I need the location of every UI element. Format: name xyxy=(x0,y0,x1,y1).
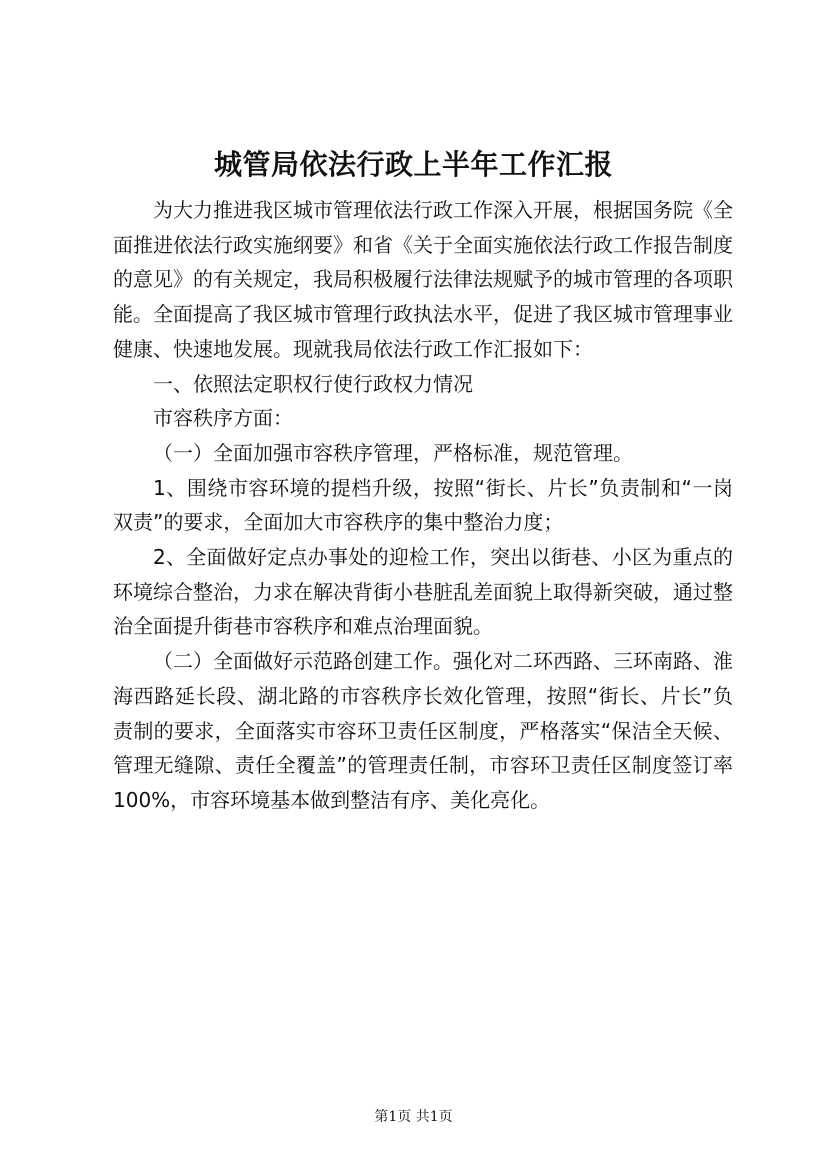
subsection-heading: 市容秩序方面： xyxy=(153,406,293,431)
paragraph-point-2: 2、全面做好定点办事处的迎检工作，突出以街巷、小区为重点的环境综合整治，力求在解决背街小巷脏乱差面貌上取得新突破，通过整治全面提升街巷市容秩序和难点治理面貌。 xyxy=(113,545,733,639)
paragraph-intro: 为大力推进我区城市管理依法行政工作深入开展，根据国务院《全面推进依法行政实施纲要》和省《关于全面实施依法行政工作报告制度的意见》的有关规定，我局积极履行法律法规赋予的城市管理的各项职能。全面提高了我区城市管理行政执法水平，促进了我区城市管理事业健康、快速地发展。现就我局依法行政工作汇报如下： xyxy=(113,198,733,361)
section-heading: 一、依照法定职权行使行政权力情况 xyxy=(153,371,473,396)
paragraph-point-1: 1、围绕市容环境的提档升级，按照“街长、片长”负责制和“一岗双责”的要求，全面加大市容秩序的集中整治力度； xyxy=(113,475,733,535)
document-body xyxy=(113,193,733,818)
paragraph-item-2: （二）全面做好示范路创建工作。强化对二环西路、三环南路、淮海西路延长段、湖北路的市容秩序长效化管理，按照“街长、片长”负责制的要求，全面落实市容环卫责任区制度，严格落实“保洁全天候、管理无缝隙、责任全覆盖”的管理责任制，市容环卫责任区制度签订率100%，市容环境基本做到整洁有序、美化亮化。 xyxy=(113,649,733,812)
item-heading-1: （一）全面加强市容秩序管理，严格标准，规范管理。 xyxy=(153,440,633,465)
document-title: 城管局依法行政上半年工作汇报 xyxy=(213,148,613,181)
page-footer: 第1页 共1页 xyxy=(374,1109,453,1125)
